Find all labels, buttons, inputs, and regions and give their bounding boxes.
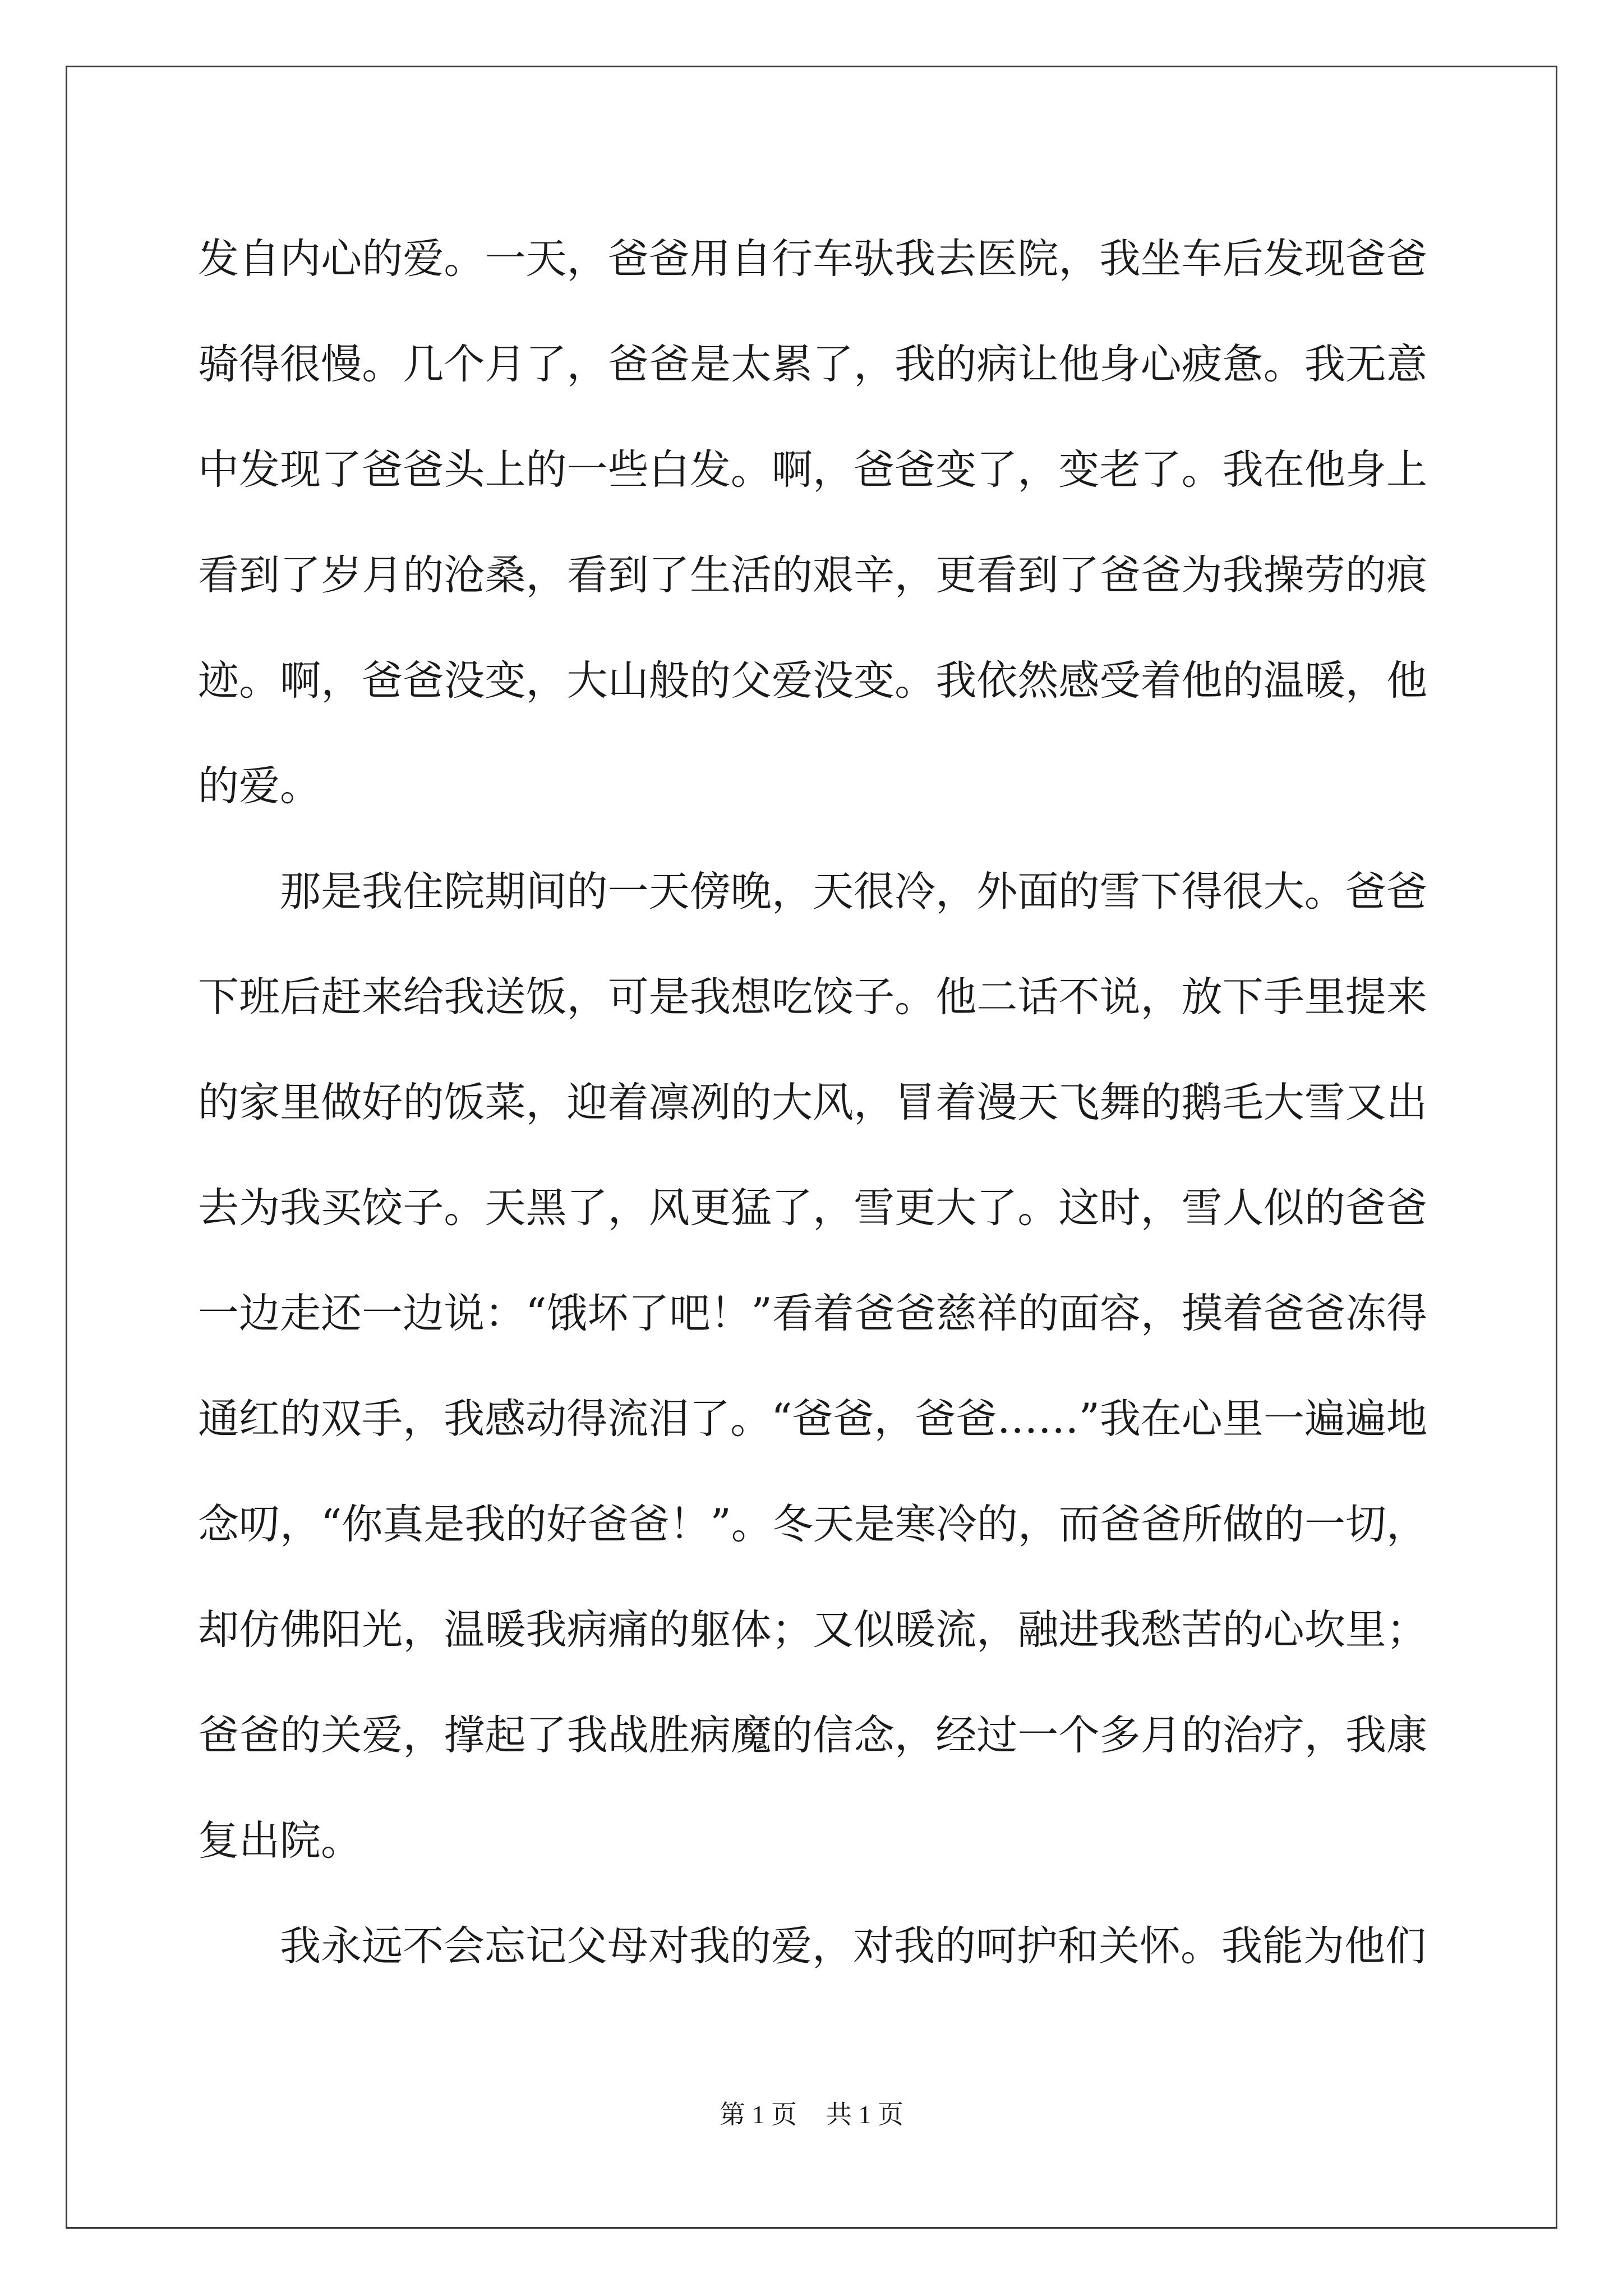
page-total: 共 1 页 (826, 2100, 903, 2129)
paragraph-3: 我永远不会忘记父母对我的爱，对我的呵护和关怀。我能为他们 (280, 1922, 1426, 1970)
paragraph-1: 发自内心的爱。一天，爸爸用自行车驮我去医院，我坐车后发现爸爸骑得很慢。几个月了，爸爸是太累了，我的病让他身心疲惫。我无意中发现了爸爸头上的一些白发。啊，爸爸变了，变老了。我在他身上看到了岁月的沧桑，看到了生活的艰辛，更看到了爸爸为我操劳的痕迹。啊，爸爸没变，大山般的父爱没变。我依然感受着他的温暖，他的爱。 (198, 235, 1427, 810)
paragraph-2: 那是我住院期间的一天傍晚，天很冷，外面的雪下得很大。爸爸下班后赶来给我送饭，可是我想吃饺子。他二话不说，放下手里提来的家里做好的饭菜，迎着凛冽的大风，冒着漫天飞舞的鹅毛大雪又出去为我买饺子。天黑了，风更猛了，雪更大了。这时，雪人似的爸爸一边走还一边说：“饿坏了吧！”看着爸爸慈祥的面容，摸着爸爸冻得通红的双手，我感动得流泪了。“爸爸，爸爸……”我在心里一遍遍地念叨，“你真是我的好爸爸！”。冬天是寒冷的，而爸爸所做的一切，却仿佛阳光，温暖我病痛的躯体；又似暖流，融进我愁苦的心坎里；爸爸的关爱，撑起了我战胜病魔的信念，经过一个多月的治疗，我康复出院。 (198, 868, 1427, 1865)
page-footer (0, 2099, 1623, 2131)
document-body (198, 206, 1427, 1999)
page-number: 第 1 页 (720, 2100, 797, 2129)
